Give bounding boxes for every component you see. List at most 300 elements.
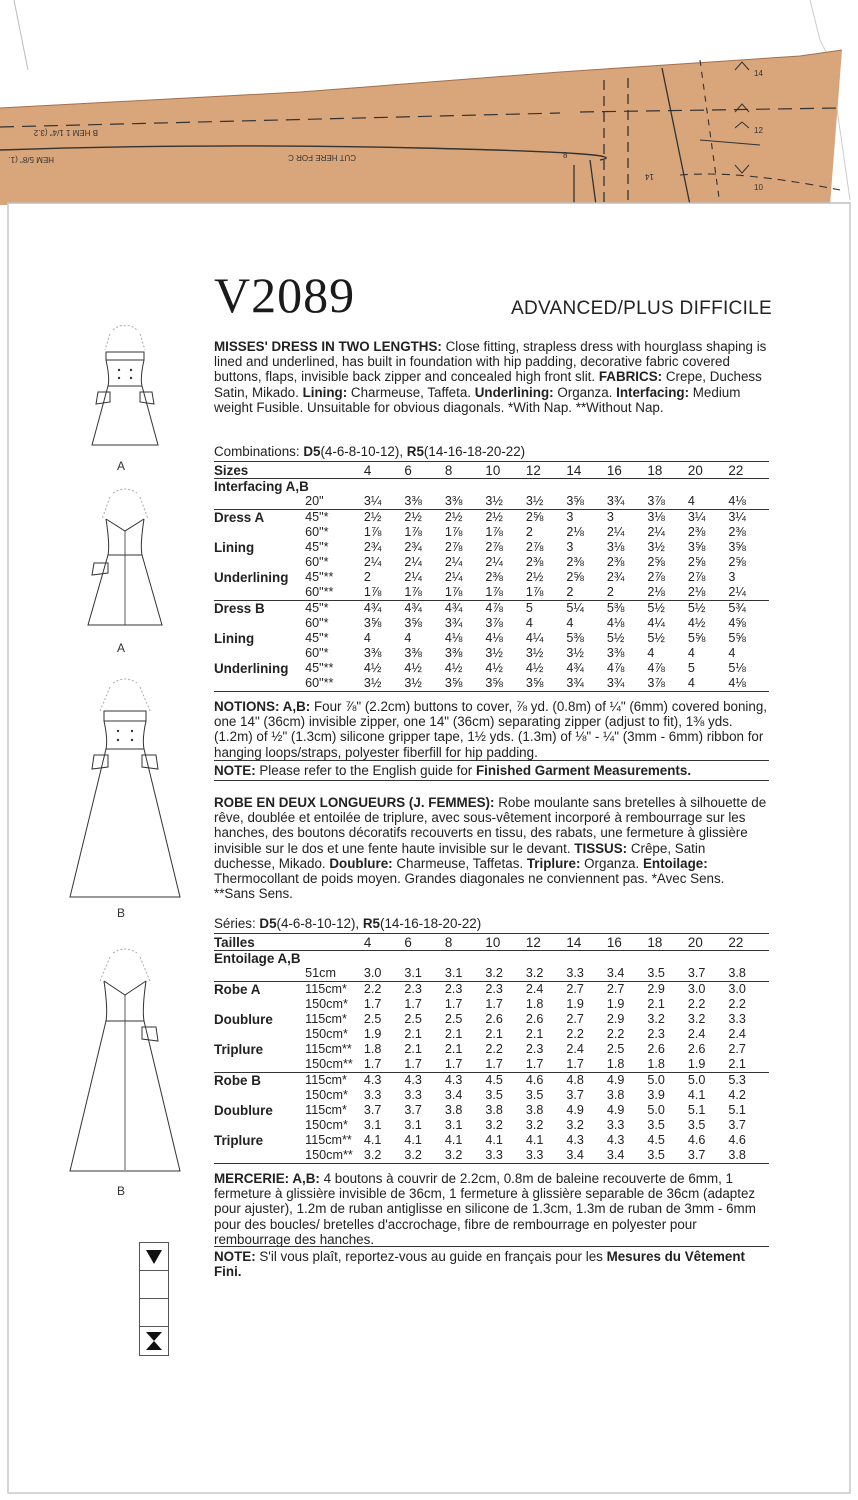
tissue-label: 14 — [645, 172, 654, 181]
yardage-cell: 1⅞ — [404, 585, 422, 599]
yardage-cell: 1.7 — [404, 1057, 422, 1071]
yardage-cell: 5.1 — [687, 1103, 706, 1117]
row-label — [214, 997, 305, 1012]
yardage-cell: 3.2 — [647, 1012, 665, 1026]
yardage-cell: 3 — [566, 540, 574, 554]
yardage-cell: 2.5 — [404, 1012, 422, 1026]
yardage-cell: 4.5 — [647, 1133, 665, 1147]
yardage-cell: 5.1 — [728, 1103, 746, 1117]
tissue-label: HEM 5/8" (1. — [8, 155, 54, 164]
yardage-cell: 4½ — [363, 661, 382, 675]
yardage-cell: 3.3 — [404, 1088, 422, 1102]
yardage-cell: 3.2 — [525, 966, 544, 980]
yardage-cell: 4.1 — [404, 1133, 422, 1147]
yardage-cell: 2.5 — [363, 1012, 382, 1026]
yardage-cell: 3⅝ — [363, 616, 382, 630]
yardage-cell: 2.1 — [404, 1042, 422, 1056]
yardage-cell: 3 — [607, 510, 648, 526]
english-note — [214, 763, 769, 778]
row-label: Entoilage A,B — [214, 951, 301, 966]
yardage-cell: 2.2 — [606, 1027, 625, 1041]
underlining-heading: Underlining: — [474, 384, 554, 400]
size-header-cell: 12 — [526, 462, 567, 479]
yardage-cell: 2¾ — [606, 570, 625, 584]
tissue-label: B HEM 1 1/4" (3.2 — [33, 128, 98, 137]
yardage-cell: 1.7 — [444, 1057, 463, 1071]
yardage-cell: 2¾ — [404, 540, 422, 554]
fabrics-text: Crepe, Duchess Satin, Mikado. — [214, 369, 762, 400]
yardage-cell: 3.7 — [363, 1103, 382, 1117]
yardage-cell: 5⅜ — [566, 631, 584, 645]
note-heading: NOTE: — [214, 763, 256, 778]
table-row — [214, 479, 769, 495]
yardage-cell: 3⅝ — [445, 676, 486, 692]
table-row — [214, 646, 769, 661]
yardage-cell: 4⅛ — [606, 616, 625, 630]
yardage-cell: 3.7 — [687, 966, 706, 980]
yardage-cell: 3⅞ — [647, 676, 688, 692]
yardage-cell: 1⅞ — [363, 585, 382, 599]
yardage-cell: 5.3 — [728, 1073, 769, 1089]
row-label: Robe A — [214, 982, 305, 998]
size-header-cell: 18 — [647, 934, 688, 951]
yardage-cell: 3.4 — [607, 1148, 648, 1164]
yardage-cell: 3.2 — [485, 1118, 503, 1132]
note-bold: Finished Garment Measurements. — [476, 763, 692, 778]
yardage-cell: 4.3 — [566, 1133, 584, 1147]
yardage-cell: 1.7 — [566, 1057, 584, 1071]
yardage-cell: 2⅞ — [485, 540, 503, 554]
yardage-cell: 3⅛ — [606, 540, 625, 554]
yardage-cell: 2.9 — [647, 982, 688, 998]
desc-heading: MISSES' DRESS IN TWO LENGTHS: — [214, 339, 442, 354]
combo-d5-sizes: (4-6-8-10-12), — [320, 444, 407, 459]
table-row — [214, 661, 769, 676]
size-header-cell: 14 — [566, 934, 607, 951]
yardage-cell: 2⅝ — [566, 570, 584, 584]
yardage-cell: 1⅞ — [485, 525, 503, 539]
desc-heading: ROBE EN DEUX LONGUEURS (J. FEMMES): — [214, 795, 495, 810]
yardage-cell: 2¼ — [404, 570, 422, 584]
divider — [214, 760, 769, 761]
fabric-width: 45"* — [305, 631, 329, 645]
yardage-cell: 4.9 — [566, 1103, 584, 1117]
yardage-cell: 4 — [647, 646, 655, 660]
yardage-cell: 4½ — [485, 661, 503, 675]
row-label — [214, 646, 305, 661]
yardage-cell: 1.7 — [525, 1057, 544, 1071]
yardage-cell: 2 — [606, 585, 614, 599]
yardage-cell: 4¾ — [364, 601, 405, 617]
yardage-cell: 3.0 — [688, 982, 729, 998]
yardage-cell: 2.5 — [444, 1012, 463, 1026]
yardage-cell: 3½ — [364, 676, 405, 692]
english-notions — [214, 699, 769, 760]
yardage-cell: 4½ — [687, 616, 706, 630]
yardage-cell: 4.5 — [485, 1073, 526, 1089]
row-label — [214, 1027, 305, 1042]
yardage-cell: 4⅛ — [485, 631, 503, 645]
row-label: Robe B — [214, 1073, 305, 1089]
yardage-cell: 3⅜ — [606, 646, 625, 660]
size-header-cell: 4 — [364, 934, 405, 951]
yardage-cell: 2⅞ — [687, 570, 706, 584]
fabric-width: 60"* — [305, 646, 329, 660]
yardage-cell: 4.2 — [728, 1088, 746, 1102]
yardage-cell: 3¾ — [566, 676, 607, 692]
size-header-cell: 18 — [647, 462, 688, 479]
yardage-cell: 1.8 — [647, 1057, 665, 1071]
yardage-cell: 3.7 — [688, 1148, 729, 1164]
yardage-cell: 5⅝ — [728, 631, 746, 645]
yardage-cell: 3.3 — [485, 1148, 526, 1164]
yardage-cell: 3⅞ — [647, 494, 665, 508]
triplure-text: Organza. — [580, 855, 643, 871]
combo-r5: R5 — [406, 444, 424, 459]
yardage-cell: 3.5 — [647, 1118, 665, 1132]
yardage-cell: 2⅛ — [566, 525, 584, 539]
yardage-cell: 4.3 — [606, 1133, 625, 1147]
yardage-cell: 1⅞ — [404, 525, 422, 539]
table-row — [214, 601, 769, 617]
interfacing-heading: Interfacing: — [616, 384, 690, 400]
illustration-caption: B — [117, 906, 126, 920]
row-label — [214, 1088, 305, 1103]
english-description — [214, 339, 769, 415]
yardage-cell: 3.7 — [728, 1118, 746, 1132]
yardage-cell: 4 — [688, 676, 729, 692]
sizes-header: Tailles — [214, 934, 364, 951]
yardage-cell: 5½ — [606, 631, 625, 645]
notions-text: Four ⅞" (2.2cm) buttons to cover, ⅞ yd. (0.8m) of ¼" (6mm) covered boning, one 14" (36cm) invisible zipper, one 14" (36cm) separating zipper (adjust to fit), 1⅜ yds. (1.2m) of ½" (1.3cm) silicone gripper tape, 1½ yds. (1.3m) of ⅛" - ¼" (3mm - 6mm) ribbon for hanging loops/straps, polyester fiberfill for hip padding. — [214, 699, 768, 760]
yardage-cell: 1⅞ — [525, 585, 544, 599]
illustration-caption: B — [117, 1184, 126, 1198]
yardage-cell: 5⅜ — [607, 601, 648, 617]
table-row — [214, 1027, 769, 1042]
fabric-width: 150cm** — [305, 1057, 353, 1071]
size-header-cell: 14 — [566, 462, 607, 479]
yardage-cell: 2.2 — [566, 1027, 584, 1041]
row-label — [214, 525, 305, 540]
yardage-cell: 2.1 — [525, 1027, 544, 1041]
lining-heading: Lining: — [302, 384, 348, 400]
yardage-cell: 2⅜ — [606, 555, 625, 569]
series-r5-sizes: (14-16-18-20-22) — [379, 916, 482, 931]
yardage-cell: 3⅜ — [444, 646, 463, 660]
dress-a-front-sketch — [70, 320, 180, 455]
table-row — [214, 525, 769, 540]
note-text: Please refer to the English guide for — [255, 763, 476, 778]
yardage-cell: 3½ — [485, 646, 503, 660]
table-row — [214, 1057, 769, 1073]
fabric-width: 150cm* — [305, 1027, 348, 1041]
table-row — [214, 951, 769, 967]
yardage-cell: 2⅞ — [444, 540, 463, 554]
table-row — [214, 1088, 769, 1103]
yardage-cell: 2.6 — [647, 1042, 665, 1056]
fabric-width: 115cm* — [305, 982, 364, 998]
yardage-cell: 3⅝ — [687, 540, 706, 554]
yardage-cell: 2.7 — [607, 982, 648, 998]
row-label: Underlining — [214, 661, 289, 676]
yardage-cell: 3.5 — [485, 1088, 503, 1102]
row-label — [214, 616, 305, 631]
pattern-number: V2089 — [214, 267, 356, 323]
entoilage-text: Thermocollant de poids moyen. Grandes diagonales ne conviennent pas. *Avec Sens. **Sans Sens. — [214, 871, 725, 902]
yardage-cell: 2.4 — [566, 1042, 584, 1056]
yardage-cell: 2.1 — [728, 1057, 746, 1071]
yardage-cell: 4¼ — [647, 616, 665, 630]
yardage-cell: 2.9 — [606, 1012, 625, 1026]
fabric-width: 45"* — [305, 510, 364, 526]
fabrics-heading: FABRICS: — [598, 369, 663, 385]
tissue-label: CUT HERE FOR C — [288, 153, 356, 162]
yardage-cell: 2¼ — [647, 525, 665, 539]
notch-blank — [140, 1271, 168, 1299]
yardage-cell: 5¾ — [728, 601, 769, 617]
yardage-cell: 4⅝ — [728, 616, 746, 630]
yardage-cell: 5¼ — [566, 601, 607, 617]
yardage-cell: 5.0 — [688, 1073, 729, 1089]
table-row — [214, 631, 769, 646]
notch-legend — [139, 1242, 169, 1356]
row-label: Triplure — [214, 1042, 264, 1057]
size-header-cell: 22 — [728, 934, 769, 951]
yardage-cell: 3.9 — [647, 1088, 665, 1102]
series-r5: R5 — [362, 916, 380, 931]
series-line — [214, 916, 481, 931]
yardage-cell: 2 — [566, 585, 574, 599]
illustration-caption: A — [117, 641, 126, 655]
row-label: Doublure — [214, 1103, 273, 1118]
yardage-cell: 3.3 — [606, 1118, 625, 1132]
desc-text: Robe moulante sans bretelles à silhouette de rêve, doublée et entoilée de triplure, avec sous-vêtement incorporé à rembourrage sur les hanches, des boutons décoratifs recouverts en tissu, des rabats, une fermeture à glissière invisible sur le dos et une fente haute invisible sur le devant. — [214, 795, 767, 856]
yardage-cell: 1.7 — [404, 997, 422, 1011]
yardage-cell: 2.1 — [485, 1027, 503, 1041]
yardage-cell: 5⅝ — [687, 631, 706, 645]
yardage-cell: 2⅜ — [687, 525, 706, 539]
yardage-cell: 5 — [687, 661, 695, 675]
yardage-cell: 2¾ — [363, 540, 382, 554]
yardage-cell: 3.5 — [647, 966, 665, 980]
fabric-width: 150cm* — [305, 1088, 348, 1102]
table-row — [214, 1073, 769, 1089]
yardage-cell: 2¼ — [363, 555, 382, 569]
size-header-cell: 16 — [607, 934, 648, 951]
yardage-cell: 3.2 — [485, 966, 503, 980]
yardage-cell: 2.1 — [647, 997, 665, 1011]
yardage-cell: 2⅝ — [647, 555, 665, 569]
fabric-width: 150cm* — [305, 1118, 348, 1132]
tissus-heading: TISSUS: — [574, 840, 628, 856]
triplure-heading: Triplure: — [526, 855, 581, 871]
yardage-cell: 2.3 — [404, 982, 445, 998]
yardage-cell: 3.8 — [728, 966, 746, 980]
yardage-cell: 2¼ — [444, 555, 463, 569]
yardage-cell: 5½ — [647, 601, 688, 617]
yardage-cell: 3.3 — [728, 1012, 746, 1026]
yardage-cell: 1⅞ — [444, 525, 463, 539]
tissus-text: Crêpe, Satin duchesse, Mikado. — [214, 840, 706, 871]
yardage-cell: 3.2 — [404, 1148, 445, 1164]
yardage-cell: 1.8 — [363, 1042, 382, 1056]
yardage-cell: 5.0 — [647, 1073, 688, 1089]
fabric-width: 60"** — [305, 676, 364, 692]
yardage-cell: 3.1 — [404, 1118, 422, 1132]
yardage-cell: 1.9 — [566, 997, 584, 1011]
yardage-cell: 3.8 — [444, 1103, 463, 1117]
fabric-width: 150cm* — [305, 997, 348, 1011]
yardage-cell: 4.1 — [444, 1133, 463, 1147]
table-row — [214, 555, 769, 570]
dress-a-back-sketch — [70, 485, 180, 635]
yardage-cell: 2.4 — [526, 982, 567, 998]
table-row — [214, 570, 769, 585]
yardage-cell: 2⅜ — [566, 555, 584, 569]
yardage-cell: 1.9 — [687, 1057, 706, 1071]
yardage-cell: 2.6 — [525, 1012, 544, 1026]
yardage-cell: 3 — [566, 510, 607, 526]
tissue-label: 14 — [754, 69, 763, 78]
fabric-width: 51cm — [305, 966, 336, 980]
yardage-cell: 1.7 — [363, 997, 382, 1011]
yardage-cell: 4½ — [404, 661, 422, 675]
yardage-cell: 1.9 — [363, 1027, 382, 1041]
table-row — [214, 616, 769, 631]
yardage-cell: 2 — [525, 525, 533, 539]
fabric-width: 60"* — [305, 616, 329, 630]
yardage-cell: 4 — [687, 646, 695, 660]
yardage-cell: 3.2 — [566, 1118, 584, 1132]
yardage-cell: 1⅞ — [363, 525, 382, 539]
yardage-cell: 4.1 — [485, 1133, 503, 1147]
series-d5-sizes: (4-6-8-10-12), — [276, 916, 363, 931]
yardage-cell: 3¾ — [607, 676, 648, 692]
french-note — [214, 1249, 769, 1279]
fabric-width: 20" — [305, 494, 324, 508]
yardage-cell: 2.4 — [687, 1027, 706, 1041]
fabric-width: 45"** — [305, 661, 334, 675]
size-header-cell: 20 — [688, 462, 729, 479]
table-row — [214, 1118, 769, 1133]
yardage-cell: 3¾ — [606, 494, 625, 508]
yardage-cell: 2¼ — [444, 570, 463, 584]
yardage-cell: 4 — [687, 494, 695, 508]
yardage-cell: 3¼ — [363, 494, 382, 508]
table-row — [214, 997, 769, 1012]
row-label: Doublure — [214, 1012, 273, 1027]
yardage-cell: 4¼ — [525, 631, 544, 645]
table-row — [214, 966, 769, 982]
table-row — [214, 494, 769, 510]
doublure-heading: Doublure: — [329, 855, 393, 871]
yardage-cell: 2¼ — [606, 525, 625, 539]
yardage-cell: 1.7 — [485, 997, 503, 1011]
yardage-cell: 2⅞ — [525, 540, 544, 554]
fabric-width: 115cm* — [305, 1012, 347, 1026]
size-header-cell: 22 — [728, 462, 769, 479]
yardage-cell: 2.2 — [728, 997, 746, 1011]
yardage-cell: 3.2 — [525, 1118, 544, 1132]
yardage-cell: 4½ — [444, 661, 463, 675]
yardage-cell: 2⅝ — [687, 555, 706, 569]
yardage-cell: 1⅞ — [485, 585, 503, 599]
yardage-cell: 3.3 — [566, 966, 584, 980]
yardage-cell: 2.1 — [444, 1027, 463, 1041]
note-bold: Mesures du Vêtement Fini. — [214, 1249, 745, 1280]
yardage-cell: 5⅛ — [728, 661, 746, 675]
yardage-cell: 2.3 — [647, 1027, 665, 1041]
yardage-cell: 3.2 — [364, 1148, 405, 1164]
yardage-cell: 3.5 — [525, 1088, 544, 1102]
size-header-cell: 4 — [364, 462, 405, 479]
yardage-cell: 1.8 — [525, 997, 544, 1011]
yardage-cell: 3 — [728, 570, 736, 584]
yardage-cell: 4.3 — [404, 1073, 445, 1089]
yardage-cell: 1.7 — [444, 997, 463, 1011]
yardage-cell: 2.7 — [566, 1012, 584, 1026]
yardage-cell: 2.2 — [364, 982, 405, 998]
yardage-cell: 4¾ — [445, 601, 486, 617]
yardage-cell: 3.1 — [444, 1118, 463, 1132]
yardage-table-english — [214, 461, 769, 692]
fabric-width: 115cm** — [305, 1133, 352, 1147]
table-row — [214, 1012, 769, 1027]
fabric-width: 150cm** — [305, 1148, 364, 1164]
yardage-cell: 3⅛ — [647, 510, 688, 526]
yardage-cell: 4⅛ — [728, 494, 746, 508]
yardage-table-french — [214, 933, 769, 1164]
french-mercerie — [214, 1171, 769, 1247]
combinations-label: Combinations: — [214, 444, 304, 459]
divider — [214, 780, 769, 781]
yardage-cell: 2.5 — [606, 1042, 625, 1056]
yardage-cell: 3½ — [525, 494, 544, 508]
yardage-cell: 4.1 — [363, 1133, 382, 1147]
notch-blank — [140, 1299, 168, 1327]
yardage-cell: 3½ — [647, 540, 665, 554]
yardage-cell: 4.6 — [728, 1133, 746, 1147]
notions-heading: NOTIONS: A,B: — [214, 699, 311, 714]
notch-triangle-icon — [140, 1243, 168, 1271]
yardage-cell: 3⅝ — [526, 676, 567, 692]
yardage-cell: 4 — [404, 631, 412, 645]
yardage-cell: 2.2 — [485, 1042, 503, 1056]
size-header-cell: 8 — [445, 934, 486, 951]
size-header-cell: 8 — [445, 462, 486, 479]
size-header-cell: 6 — [404, 934, 445, 951]
size-header-cell: 16 — [607, 462, 648, 479]
difficulty-label: ADVANCED/PLUS DIFFICILE — [511, 298, 772, 319]
yardage-cell: 4.1 — [687, 1088, 706, 1102]
series-label: Séries: — [214, 916, 260, 931]
yardage-cell: 2.6 — [485, 1012, 503, 1026]
fabric-width: 115cm* — [305, 1103, 347, 1117]
row-label — [214, 1148, 305, 1164]
size-header-cell: 20 — [688, 934, 729, 951]
yardage-cell: 3¼ — [728, 510, 769, 526]
sizes-header: Sizes — [214, 462, 364, 479]
yardage-cell: 2.4 — [728, 1027, 746, 1041]
row-label: Lining — [214, 540, 255, 555]
yardage-cell: 4.1 — [525, 1133, 544, 1147]
yardage-cell: 3.5 — [687, 1118, 706, 1132]
yardage-cell: 2⅞ — [647, 570, 665, 584]
yardage-cell: 5.0 — [647, 1103, 665, 1117]
combinations-line — [214, 444, 525, 459]
yardage-cell: 3.3 — [363, 1088, 382, 1102]
yardage-cell: 3.4 — [606, 966, 625, 980]
